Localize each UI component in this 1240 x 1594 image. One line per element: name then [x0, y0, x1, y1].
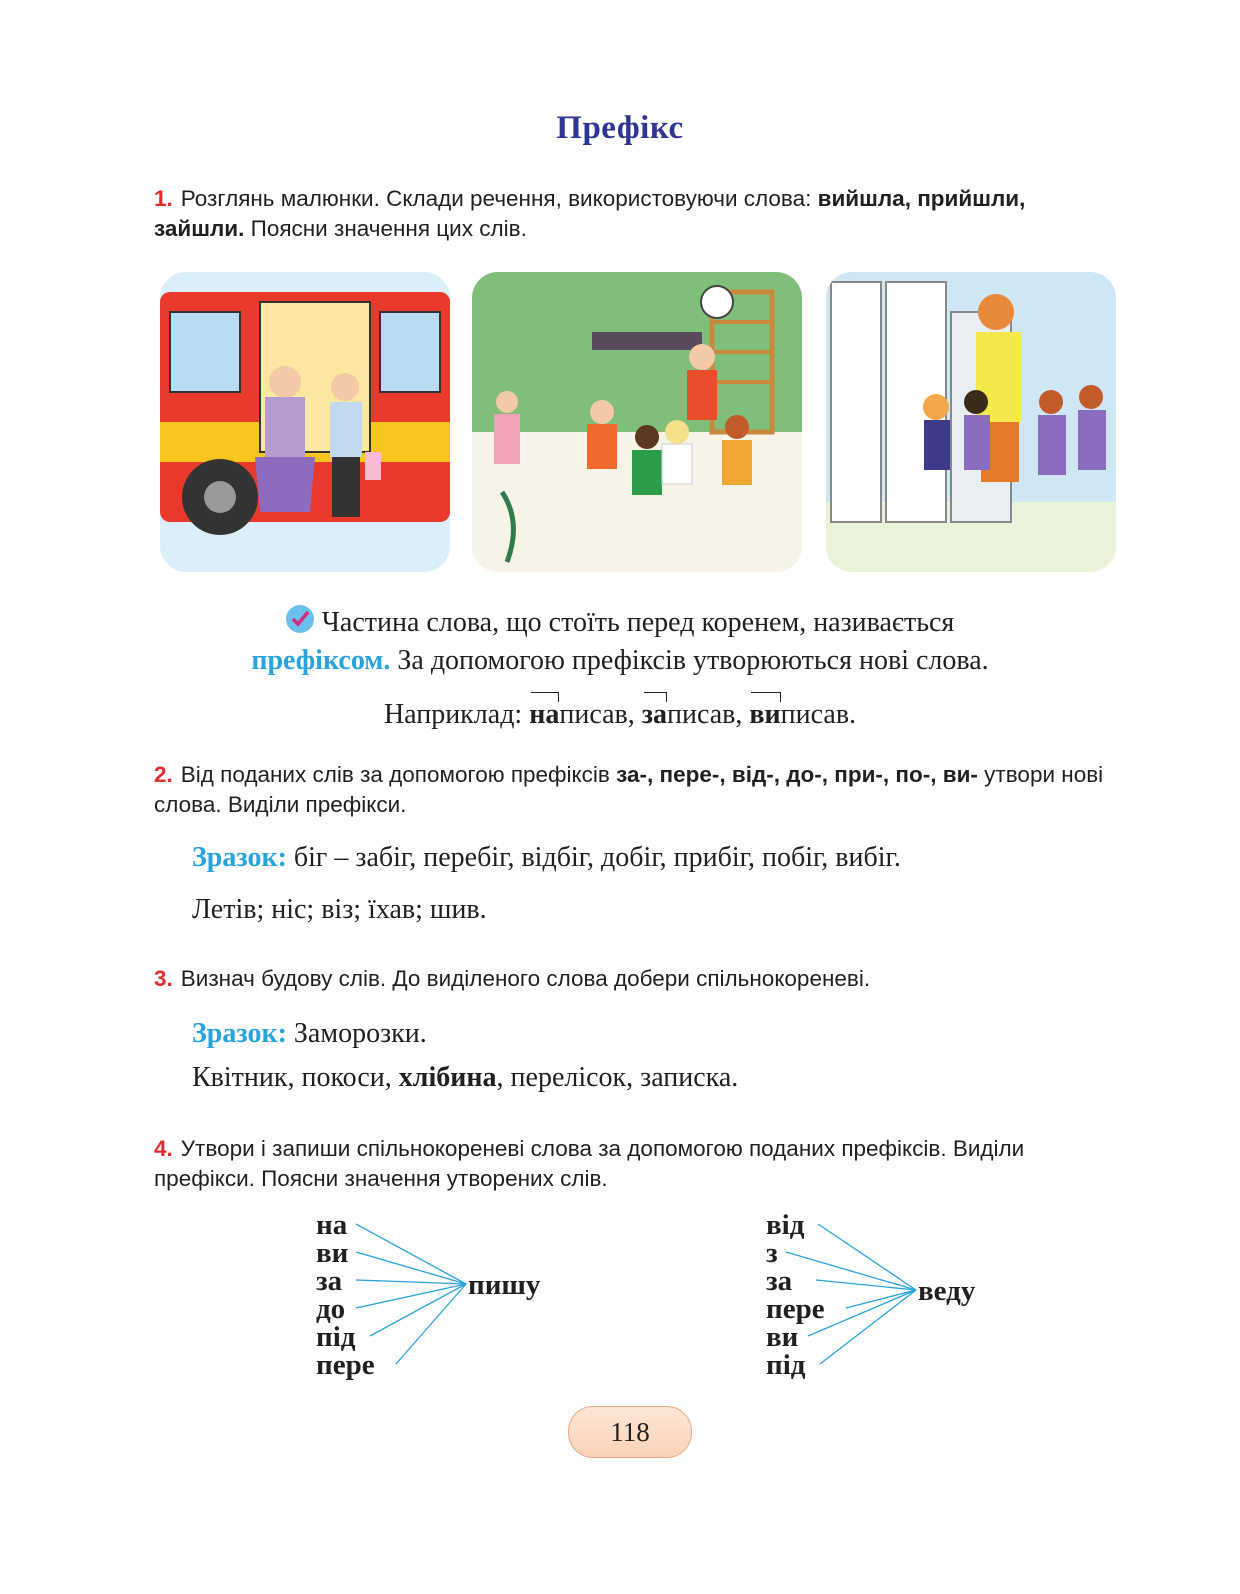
right-prefix: під: [766, 1349, 806, 1381]
task-2-words: Летів; ніс; віз; їхав; шив.: [192, 894, 487, 925]
words-before: Квітник, покоси,: [192, 1062, 392, 1093]
task-number: 4.: [154, 1136, 173, 1161]
sample-text: Заморозки.: [293, 1018, 427, 1049]
gym-illustration: [472, 272, 802, 572]
rule-text-end: За допомогою префіксів утворюються нові слова.: [397, 645, 989, 676]
example-prefix: на: [529, 696, 559, 734]
sample-label: Зразок:: [192, 842, 287, 873]
rule-text: Частина слова, що стоїть перед коренем, називається: [321, 607, 955, 638]
task-2-sample: [192, 842, 1132, 874]
task-words: вийшла, прийшли, зайшли.: [154, 186, 1026, 241]
right-prefix: пере: [766, 1293, 825, 1325]
task-text: Розглянь малюнки. Склади речення, використовуючи слова:: [180, 186, 812, 211]
task-number: 1.: [154, 186, 173, 211]
left-prefix: ви: [316, 1237, 349, 1269]
example-rest: писав.: [780, 699, 857, 730]
right-prefix: з: [766, 1237, 778, 1269]
example-label: Наприклад:: [383, 699, 523, 730]
page-number: 118: [568, 1406, 692, 1458]
left-root: пишу: [468, 1269, 541, 1301]
task-text: Визнач будову слів. До виділеного слова добери спільнокореневі.: [180, 966, 871, 991]
classroom-illustration: [826, 272, 1116, 572]
rule-line-1: [0, 604, 1240, 642]
task-number: 2.: [154, 762, 173, 787]
right-prefix: від: [766, 1209, 805, 1241]
task-1: [154, 184, 1114, 244]
task-text-end: Поясни значення цих слів.: [250, 216, 527, 241]
task-number: 3.: [154, 966, 173, 991]
check-icon: [286, 605, 314, 633]
task-3: [154, 964, 1114, 994]
sample-label: Зразок:: [192, 1018, 287, 1049]
words-after: , перелісок, записка.: [496, 1062, 739, 1093]
left-prefix: за: [316, 1265, 343, 1297]
task-4: [154, 1134, 1114, 1194]
task-text-end: утвори нові слова. Виділи префікси.: [154, 762, 1104, 817]
task-prefixes: за-, пере-, від-, до-, при-, по-, ви-: [616, 762, 978, 787]
left-prefix: до: [316, 1293, 346, 1325]
rule-line-2: [0, 642, 1240, 680]
example-prefix: за: [642, 696, 667, 734]
rule-term: префіксом.: [251, 645, 391, 676]
bus-illustration: [160, 272, 450, 572]
example-prefix: ви: [749, 696, 780, 734]
task-2: [154, 760, 1114, 820]
task-text: Від поданих слів за допомогою префіксів: [180, 762, 610, 787]
rule-example: [0, 696, 1240, 734]
right-prefix: ви: [766, 1321, 799, 1353]
task-3-words: [192, 1062, 1132, 1094]
task-3-sample: [192, 1018, 1132, 1050]
left-prefix: пере: [316, 1349, 375, 1381]
sample-text: біг – забіг, перебіг, відбіг, добіг, прибіг, побіг, вибіг.: [293, 842, 901, 873]
example-rest: писав,: [667, 699, 743, 730]
right-root: веду: [918, 1275, 976, 1307]
page-title: Префікс: [556, 110, 684, 146]
right-prefix: за: [766, 1265, 793, 1297]
example-rest: писав,: [559, 699, 635, 730]
prefix-diagrams: [300, 1200, 1020, 1390]
left-prefix: на: [316, 1209, 348, 1241]
task-text: Утвори і запиши спільнокореневі слова за допомогою поданих префіксів. Виділи префікси. Поясни значення утворених слів.: [154, 1136, 1025, 1191]
left-prefix: під: [316, 1321, 356, 1353]
highlighted-word: хлібина: [398, 1062, 497, 1093]
